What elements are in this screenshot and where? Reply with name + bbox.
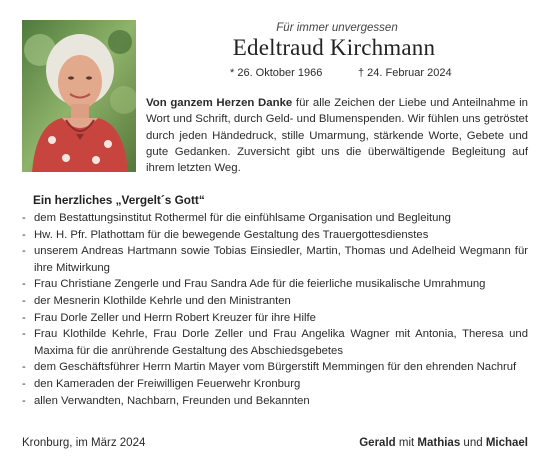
list-item: - dem Geschäftsführer Herrn Martin Mayer vom Bürgerstift Memmingen für den ehrenden Nachruf	[22, 359, 528, 376]
list-item: - der Mesnerin Klothilde Kehrle und den Ministranten	[22, 293, 528, 310]
life-dates	[146, 67, 528, 81]
deceased-name: Edeltraud Kirchmann	[232, 35, 436, 60]
thanks-list	[22, 210, 528, 409]
portrait-photo	[22, 20, 136, 172]
intro-text: für alle Zeichen der Liebe und Anteilnahme in Wort und Schrift, durch Geld- und Blumenspenden. Wir fühlen uns getröstet durch jeden Händedruck, stille Umarmung, stärkende Worte, Gebete und gute Gedanken. Zuversicht gibt uns die überwältigende Begleitung auf ihrem letzten Weg.	[146, 97, 528, 175]
list-item: - unserem Andreas Hartmann sowie Tobias Einsiedler, Martin, Thomas und Adelheid Wegmann für ihre Mitwirkung	[22, 243, 528, 276]
thanks-title: Ein herzliches „Vergelt´s Gott“	[33, 193, 205, 207]
intro-heading: Von ganzem Herzen Danke	[146, 97, 293, 109]
list-item: - den Kameraden der Freiwilligen Feuerwehr Kronburg	[22, 376, 528, 393]
signer-name: Gerald	[359, 437, 396, 449]
list-item: - dem Bestattungsinstitut Rothermel für die einfühlsame Organisation und Begleitung	[22, 210, 528, 227]
signer-joiner: und	[460, 437, 486, 449]
header	[146, 22, 528, 81]
list-item: - allen Verwandten, Nachbarn, Freunden und Bekannten	[22, 393, 528, 410]
death-date: † 24. Februar 2024	[358, 67, 452, 79]
list-item: - Hw. H. Pfr. Plathottam für die bewegende Gestaltung des Trauergottesdienstes	[22, 227, 528, 244]
intro-paragraph	[146, 95, 528, 176]
signers	[359, 437, 528, 449]
tagline: Für immer unvergessen	[276, 22, 398, 34]
place-date: Kronburg, im März 2024	[22, 437, 146, 449]
signer-name: Mathias	[417, 437, 461, 449]
signer-joiner: mit	[395, 437, 418, 449]
list-item: - Frau Klothilde Kehrle, Frau Dorle Zeller und Frau Angelika Wagner mit Antonia, Theresa und Maxima für die anrührende Gestaltung des Abschiedsgebetes	[22, 326, 528, 359]
birth-date: * 26. Oktober 1966	[230, 67, 323, 79]
signer-name: Michael	[485, 437, 528, 449]
list-item: - Frau Christiane Zengerle und Frau Sandra Ade für die feierliche musikalische Umrahmung	[22, 276, 528, 293]
list-item: - Frau Dorle Zeller und Herrn Robert Kreuzer für ihre Hilfe	[22, 310, 528, 327]
